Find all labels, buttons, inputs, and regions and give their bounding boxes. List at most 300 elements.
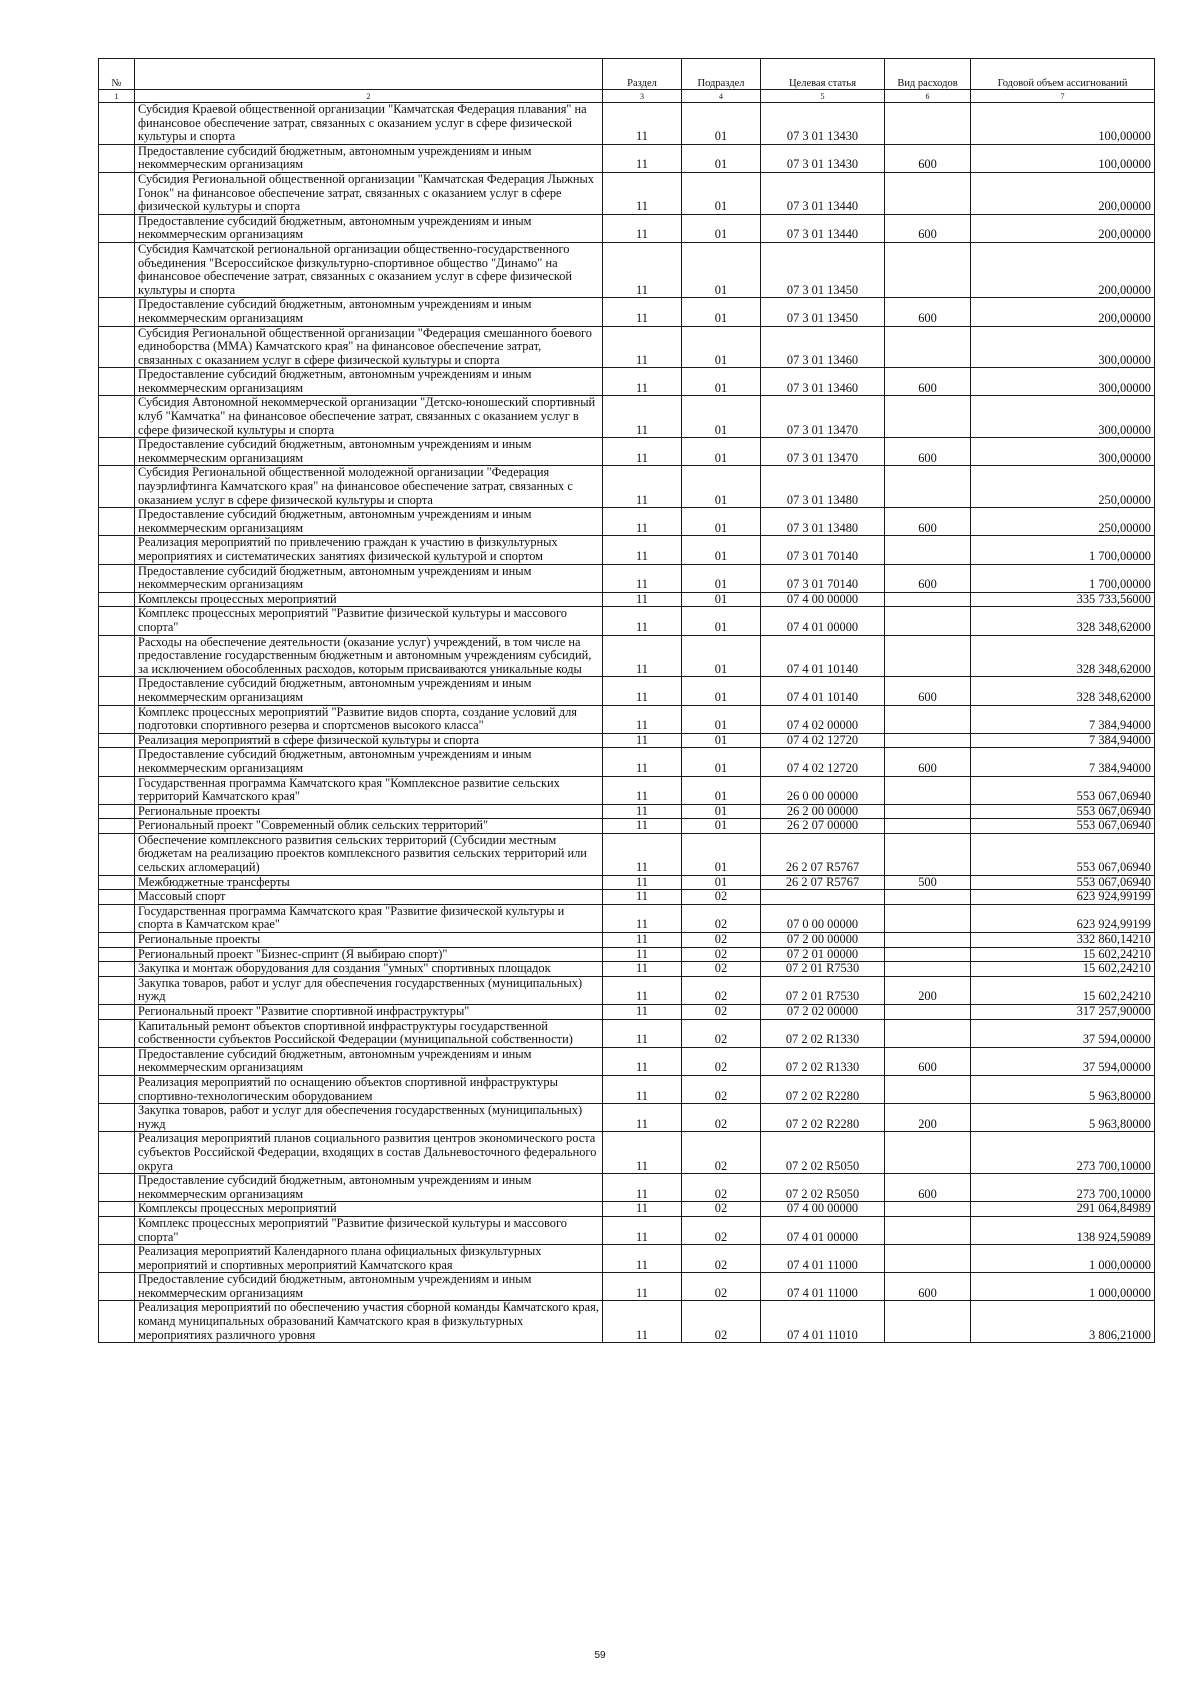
subsection-cell: 02 bbox=[682, 962, 761, 977]
target-article-cell: 07 2 02 R1330 bbox=[761, 1019, 885, 1047]
subsection-cell: 02 bbox=[682, 976, 761, 1004]
header-target: Целевая статья bbox=[761, 59, 885, 90]
subsection-cell: 02 bbox=[682, 1075, 761, 1103]
header-col-number: 4 bbox=[682, 90, 761, 103]
table-row bbox=[99, 103, 1155, 145]
item-name-cell: Реализация мероприятий Календарного плана официальных физкультурных мероприятий и спортивных мероприятий Камчатского края bbox=[135, 1245, 603, 1273]
section-cell: 11 bbox=[603, 592, 682, 607]
row-number-cell bbox=[99, 733, 135, 748]
subsection-cell: 01 bbox=[682, 144, 761, 172]
item-name-cell: Предоставление субсидий бюджетным, автономным учреждениям и иным некоммерческим организациям bbox=[135, 368, 603, 396]
row-number-cell bbox=[99, 1216, 135, 1244]
row-number-cell bbox=[99, 748, 135, 776]
amount-cell: 273 700,10000 bbox=[971, 1174, 1155, 1202]
expense-type-cell: 200 bbox=[885, 976, 971, 1004]
target-article-cell: 07 3 01 13460 bbox=[761, 368, 885, 396]
table-row bbox=[99, 508, 1155, 536]
amount-cell: 553 067,06940 bbox=[971, 804, 1155, 819]
target-article-cell bbox=[761, 890, 885, 905]
section-cell: 11 bbox=[603, 933, 682, 948]
expense-type-cell bbox=[885, 1132, 971, 1174]
amount-cell: 37 594,00000 bbox=[971, 1019, 1155, 1047]
target-article-cell: 07 4 01 10140 bbox=[761, 635, 885, 677]
target-article-cell: 07 2 02 R1330 bbox=[761, 1047, 885, 1075]
row-number-cell bbox=[99, 368, 135, 396]
amount-cell: 1 700,00000 bbox=[971, 564, 1155, 592]
target-article-cell: 07 4 00 00000 bbox=[761, 1202, 885, 1217]
table-row bbox=[99, 890, 1155, 905]
row-number-cell bbox=[99, 890, 135, 905]
row-number-cell bbox=[99, 635, 135, 677]
expense-type-cell: 200 bbox=[885, 1104, 971, 1132]
amount-cell: 553 067,06940 bbox=[971, 819, 1155, 834]
section-cell: 11 bbox=[603, 242, 682, 297]
target-article-cell: 07 3 01 13470 bbox=[761, 396, 885, 438]
header-col-number: 2 bbox=[135, 90, 603, 103]
row-number-cell bbox=[99, 804, 135, 819]
section-cell: 11 bbox=[603, 1075, 682, 1103]
amount-cell: 291 064,84989 bbox=[971, 1202, 1155, 1217]
target-article-cell: 26 0 00 00000 bbox=[761, 776, 885, 804]
header-row bbox=[99, 59, 1155, 90]
section-cell: 11 bbox=[603, 1273, 682, 1301]
amount-cell: 15 602,24210 bbox=[971, 962, 1155, 977]
item-name-cell: Капитальный ремонт объектов спортивной инфраструктуры государственной собственности субъектов Российской Федерации (муниципальной собственности) bbox=[135, 1019, 603, 1047]
subsection-cell: 02 bbox=[682, 947, 761, 962]
subsection-cell: 01 bbox=[682, 368, 761, 396]
amount-cell: 300,00000 bbox=[971, 438, 1155, 466]
table-row bbox=[99, 592, 1155, 607]
subsection-cell: 02 bbox=[682, 1202, 761, 1217]
expense-type-cell bbox=[885, 172, 971, 214]
expense-type-cell bbox=[885, 819, 971, 834]
subsection-cell: 01 bbox=[682, 733, 761, 748]
expense-type-cell: 600 bbox=[885, 508, 971, 536]
target-article-cell: 07 3 01 13460 bbox=[761, 326, 885, 368]
row-number-cell bbox=[99, 705, 135, 733]
expense-type-cell bbox=[885, 326, 971, 368]
target-article-cell: 07 4 01 00000 bbox=[761, 607, 885, 635]
amount-cell: 7 384,94000 bbox=[971, 705, 1155, 733]
table-row bbox=[99, 1019, 1155, 1047]
amount-cell: 335 733,56000 bbox=[971, 592, 1155, 607]
item-name-cell: Расходы на обеспечение деятельности (оказание услуг) учреждений, в том числе на предоставление государственным бюджетным и автономным учреждениям субсидий, за исключением обособленных расходов, которым присваиваются уникальные коды bbox=[135, 635, 603, 677]
item-name-cell: Межбюджетные трансферты bbox=[135, 875, 603, 890]
row-number-cell bbox=[99, 1132, 135, 1174]
item-name-cell: Субсидия Автономной некоммерческой организации "Детско-юношеский спортивный клуб "Камчатка" на финансовое обеспечение затрат, связанных с оказанием услуг в сфере физической культуры и спорта bbox=[135, 396, 603, 438]
table-row bbox=[99, 804, 1155, 819]
row-number-cell bbox=[99, 1301, 135, 1343]
subsection-cell: 01 bbox=[682, 705, 761, 733]
section-cell: 11 bbox=[603, 1047, 682, 1075]
table-row bbox=[99, 1245, 1155, 1273]
expense-type-cell bbox=[885, 833, 971, 875]
section-cell: 11 bbox=[603, 438, 682, 466]
row-number-cell bbox=[99, 592, 135, 607]
expense-type-cell bbox=[885, 242, 971, 297]
section-cell: 11 bbox=[603, 748, 682, 776]
subsection-cell: 02 bbox=[682, 1273, 761, 1301]
target-article-cell: 07 4 01 11010 bbox=[761, 1301, 885, 1343]
table-row bbox=[99, 172, 1155, 214]
item-name-cell: Закупка и монтаж оборудования для создания "умных" спортивных площадок bbox=[135, 962, 603, 977]
amount-cell: 553 067,06940 bbox=[971, 833, 1155, 875]
amount-cell: 100,00000 bbox=[971, 103, 1155, 145]
amount-cell: 1 000,00000 bbox=[971, 1273, 1155, 1301]
amount-cell: 200,00000 bbox=[971, 242, 1155, 297]
target-article-cell: 07 2 02 R5050 bbox=[761, 1132, 885, 1174]
expense-type-cell bbox=[885, 705, 971, 733]
amount-cell: 300,00000 bbox=[971, 326, 1155, 368]
amount-cell: 300,00000 bbox=[971, 396, 1155, 438]
subsection-cell: 01 bbox=[682, 635, 761, 677]
item-name-cell: Региональные проекты bbox=[135, 933, 603, 948]
section-cell: 11 bbox=[603, 326, 682, 368]
target-article-cell: 07 0 00 00000 bbox=[761, 904, 885, 932]
row-number-cell bbox=[99, 819, 135, 834]
row-number-cell bbox=[99, 326, 135, 368]
header-name bbox=[135, 59, 603, 90]
item-name-cell: Региональный проект "Современный облик сельских территорий" bbox=[135, 819, 603, 834]
subsection-cell: 01 bbox=[682, 607, 761, 635]
item-name-cell: Государственная программа Камчатского края "Развитие физической культуры и спорта в Камчатском крае" bbox=[135, 904, 603, 932]
target-article-cell: 07 2 02 00000 bbox=[761, 1005, 885, 1020]
target-article-cell: 07 2 02 R5050 bbox=[761, 1174, 885, 1202]
target-article-cell: 07 2 01 R7530 bbox=[761, 976, 885, 1004]
header-col-number: 3 bbox=[603, 90, 682, 103]
target-article-cell: 26 2 07 R5767 bbox=[761, 875, 885, 890]
amount-cell: 37 594,00000 bbox=[971, 1047, 1155, 1075]
section-cell: 11 bbox=[603, 564, 682, 592]
row-number-cell bbox=[99, 172, 135, 214]
amount-cell: 553 067,06940 bbox=[971, 776, 1155, 804]
amount-cell: 623 924,99199 bbox=[971, 890, 1155, 905]
row-number-cell bbox=[99, 1245, 135, 1273]
subsection-cell: 02 bbox=[682, 1005, 761, 1020]
expense-type-cell: 600 bbox=[885, 438, 971, 466]
amount-cell: 138 924,59089 bbox=[971, 1216, 1155, 1244]
table-row bbox=[99, 144, 1155, 172]
target-article-cell: 07 3 01 13430 bbox=[761, 103, 885, 145]
amount-cell: 250,00000 bbox=[971, 466, 1155, 508]
header-col-number: 6 bbox=[885, 90, 971, 103]
section-cell: 11 bbox=[603, 1019, 682, 1047]
header-number-row bbox=[99, 90, 1155, 103]
subsection-cell: 01 bbox=[682, 103, 761, 145]
section-cell: 11 bbox=[603, 536, 682, 564]
target-article-cell: 07 2 01 R7530 bbox=[761, 962, 885, 977]
section-cell: 11 bbox=[603, 1104, 682, 1132]
row-number-cell bbox=[99, 214, 135, 242]
table-row bbox=[99, 976, 1155, 1004]
target-article-cell: 07 3 01 13440 bbox=[761, 214, 885, 242]
table-row bbox=[99, 962, 1155, 977]
item-name-cell: Предоставление субсидий бюджетным, автономным учреждениям и иным некоммерческим организациям bbox=[135, 1174, 603, 1202]
expense-type-cell bbox=[885, 962, 971, 977]
section-cell: 11 bbox=[603, 368, 682, 396]
section-cell: 11 bbox=[603, 890, 682, 905]
expense-type-cell bbox=[885, 804, 971, 819]
item-name-cell: Реализация мероприятий в сфере физической культуры и спорта bbox=[135, 733, 603, 748]
section-cell: 11 bbox=[603, 466, 682, 508]
expense-type-cell bbox=[885, 607, 971, 635]
amount-cell: 200,00000 bbox=[971, 172, 1155, 214]
target-article-cell: 07 2 02 R2280 bbox=[761, 1075, 885, 1103]
table-header bbox=[99, 59, 1155, 103]
table-row bbox=[99, 214, 1155, 242]
item-name-cell: Субсидия Камчатской региональной организации общественно-государственного объединения "Всероссийское физкультурно-спортивное общество "Динамо" на финансовое обеспечение затрат, связанных с оказанием услуг в сфере физической культуры и спорта bbox=[135, 242, 603, 297]
table-row bbox=[99, 326, 1155, 368]
table-row bbox=[99, 438, 1155, 466]
expense-type-cell: 600 bbox=[885, 368, 971, 396]
section-cell: 11 bbox=[603, 103, 682, 145]
amount-cell: 1 700,00000 bbox=[971, 536, 1155, 564]
target-article-cell: 07 3 01 13450 bbox=[761, 242, 885, 297]
section-cell: 11 bbox=[603, 947, 682, 962]
row-number-cell bbox=[99, 962, 135, 977]
target-article-cell: 07 3 01 13470 bbox=[761, 438, 885, 466]
row-number-cell bbox=[99, 1005, 135, 1020]
item-name-cell: Комплексы процессных мероприятий bbox=[135, 592, 603, 607]
amount-cell: 100,00000 bbox=[971, 144, 1155, 172]
section-cell: 11 bbox=[603, 804, 682, 819]
expense-type-cell bbox=[885, 933, 971, 948]
table-row bbox=[99, 904, 1155, 932]
table-row bbox=[99, 1174, 1155, 1202]
target-article-cell: 07 3 01 13440 bbox=[761, 172, 885, 214]
target-article-cell: 07 3 01 13480 bbox=[761, 466, 885, 508]
subsection-cell: 02 bbox=[682, 1132, 761, 1174]
item-name-cell: Субсидия Региональной общественной молодежной организации "Федерация пауэрлифтинга Камчатского края" на финансовое обеспечение затрат, связанных с оказанием услуг в сфере физической культуры и спорта bbox=[135, 466, 603, 508]
item-name-cell: Комплексы процессных мероприятий bbox=[135, 1202, 603, 1217]
expense-type-cell bbox=[885, 1075, 971, 1103]
item-name-cell: Предоставление субсидий бюджетным, автономным учреждениям и иным некоммерческим организациям bbox=[135, 1047, 603, 1075]
section-cell: 11 bbox=[603, 819, 682, 834]
section-cell: 11 bbox=[603, 508, 682, 536]
subsection-cell: 01 bbox=[682, 242, 761, 297]
section-cell: 11 bbox=[603, 1301, 682, 1343]
section-cell: 11 bbox=[603, 396, 682, 438]
expense-type-cell bbox=[885, 776, 971, 804]
table-row bbox=[99, 748, 1155, 776]
expense-type-cell: 600 bbox=[885, 1273, 971, 1301]
subsection-cell: 02 bbox=[682, 1216, 761, 1244]
subsection-cell: 01 bbox=[682, 804, 761, 819]
row-number-cell bbox=[99, 508, 135, 536]
row-number-cell bbox=[99, 833, 135, 875]
section-cell: 11 bbox=[603, 1132, 682, 1174]
expense-type-cell bbox=[885, 1019, 971, 1047]
subsection-cell: 02 bbox=[682, 904, 761, 932]
subsection-cell: 02 bbox=[682, 890, 761, 905]
expense-type-cell bbox=[885, 904, 971, 932]
item-name-cell: Предоставление субсидий бюджетным, автономным учреждениям и иным некоммерческим организациям bbox=[135, 214, 603, 242]
target-article-cell: 07 2 01 00000 bbox=[761, 947, 885, 962]
table-row bbox=[99, 875, 1155, 890]
amount-cell: 250,00000 bbox=[971, 508, 1155, 536]
expense-type-cell: 600 bbox=[885, 564, 971, 592]
subsection-cell: 01 bbox=[682, 592, 761, 607]
section-cell: 11 bbox=[603, 1005, 682, 1020]
section-cell: 11 bbox=[603, 172, 682, 214]
section-cell: 11 bbox=[603, 976, 682, 1004]
target-article-cell: 07 3 01 13450 bbox=[761, 298, 885, 326]
amount-cell: 273 700,10000 bbox=[971, 1132, 1155, 1174]
subsection-cell: 02 bbox=[682, 1245, 761, 1273]
item-name-cell: Субсидия Региональной общественной организации "Камчатская Федерация Лыжных Гонок" на финансовое обеспечение затрат, связанных с оказанием услуг в сфере физической культуры и спорта bbox=[135, 172, 603, 214]
row-number-cell bbox=[99, 396, 135, 438]
subsection-cell: 01 bbox=[682, 438, 761, 466]
amount-cell: 328 348,62000 bbox=[971, 677, 1155, 705]
expense-type-cell bbox=[885, 1216, 971, 1244]
subsection-cell: 01 bbox=[682, 677, 761, 705]
subsection-cell: 01 bbox=[682, 833, 761, 875]
row-number-cell bbox=[99, 144, 135, 172]
item-name-cell: Закупка товаров, работ и услуг для обеспечения государственных (муниципальных) нужд bbox=[135, 976, 603, 1004]
expense-type-cell bbox=[885, 947, 971, 962]
subsection-cell: 01 bbox=[682, 776, 761, 804]
amount-cell: 15 602,24210 bbox=[971, 976, 1155, 1004]
expense-type-cell bbox=[885, 1005, 971, 1020]
section-cell: 11 bbox=[603, 1245, 682, 1273]
row-number-cell bbox=[99, 466, 135, 508]
section-cell: 11 bbox=[603, 144, 682, 172]
row-number-cell bbox=[99, 536, 135, 564]
item-name-cell: Предоставление субсидий бюджетным, автономным учреждениям и иным некоммерческим организациям bbox=[135, 298, 603, 326]
row-number-cell bbox=[99, 947, 135, 962]
amount-cell: 553 067,06940 bbox=[971, 875, 1155, 890]
section-cell: 11 bbox=[603, 635, 682, 677]
header-section: Раздел bbox=[603, 59, 682, 90]
section-cell: 11 bbox=[603, 607, 682, 635]
amount-cell: 3 806,21000 bbox=[971, 1301, 1155, 1343]
subsection-cell: 02 bbox=[682, 1104, 761, 1132]
expense-type-cell: 600 bbox=[885, 1174, 971, 1202]
table-row bbox=[99, 1216, 1155, 1244]
target-article-cell: 07 3 01 70140 bbox=[761, 536, 885, 564]
subsection-cell: 01 bbox=[682, 819, 761, 834]
item-name-cell: Массовый спорт bbox=[135, 890, 603, 905]
expense-type-cell bbox=[885, 733, 971, 748]
item-name-cell: Комплекс процессных мероприятий "Развитие физической культуры и массового спорта" bbox=[135, 1216, 603, 1244]
expense-type-cell: 500 bbox=[885, 875, 971, 890]
amount-cell: 200,00000 bbox=[971, 298, 1155, 326]
amount-cell: 1 000,00000 bbox=[971, 1245, 1155, 1273]
item-name-cell: Предоставление субсидий бюджетным, автономным учреждениям и иным некоммерческим организациям bbox=[135, 748, 603, 776]
target-article-cell: 07 4 02 00000 bbox=[761, 705, 885, 733]
expense-type-cell bbox=[885, 635, 971, 677]
expense-type-cell: 600 bbox=[885, 144, 971, 172]
amount-cell: 328 348,62000 bbox=[971, 635, 1155, 677]
table-row bbox=[99, 242, 1155, 297]
item-name-cell: Региональные проекты bbox=[135, 804, 603, 819]
header-col-number: 1 bbox=[99, 90, 135, 103]
expense-type-cell bbox=[885, 1202, 971, 1217]
table-row bbox=[99, 564, 1155, 592]
expense-type-cell bbox=[885, 536, 971, 564]
subsection-cell: 01 bbox=[682, 875, 761, 890]
table-row bbox=[99, 1104, 1155, 1132]
subsection-cell: 01 bbox=[682, 466, 761, 508]
table-row bbox=[99, 933, 1155, 948]
item-name-cell: Региональный проект "Бизнес-спринт (Я выбираю спорт)" bbox=[135, 947, 603, 962]
subsection-cell: 02 bbox=[682, 1019, 761, 1047]
target-article-cell: 07 4 00 00000 bbox=[761, 592, 885, 607]
row-number-cell bbox=[99, 677, 135, 705]
table-row bbox=[99, 1202, 1155, 1217]
amount-cell: 623 924,99199 bbox=[971, 904, 1155, 932]
target-article-cell: 07 4 01 10140 bbox=[761, 677, 885, 705]
page-number: 59 bbox=[594, 1650, 606, 1661]
header-amount: Годовой объем ассигнований bbox=[971, 59, 1155, 90]
item-name-cell: Предоставление субсидий бюджетным, автономным учреждениям и иным некоммерческим организациям bbox=[135, 144, 603, 172]
header-col-number: 7 bbox=[971, 90, 1155, 103]
target-article-cell: 07 4 02 12720 bbox=[761, 748, 885, 776]
expense-type-cell bbox=[885, 1245, 971, 1273]
target-article-cell: 26 2 07 R5767 bbox=[761, 833, 885, 875]
target-article-cell: 26 2 00 00000 bbox=[761, 804, 885, 819]
amount-cell: 317 257,90000 bbox=[971, 1005, 1155, 1020]
header-col-number: 5 bbox=[761, 90, 885, 103]
item-name-cell: Предоставление субсидий бюджетным, автономным учреждениям и иным некоммерческим организациям bbox=[135, 438, 603, 466]
item-name-cell: Обеспечение комплексного развития сельских территорий (Субсидии местным бюджетам на реализацию проектов комплексного развития сельских территорий или сельских агломераций) bbox=[135, 833, 603, 875]
item-name-cell: Предоставление субсидий бюджетным, автономным учреждениям и иным некоммерческим организациям bbox=[135, 564, 603, 592]
amount-cell: 328 348,62000 bbox=[971, 607, 1155, 635]
subsection-cell: 01 bbox=[682, 564, 761, 592]
table-row bbox=[99, 1301, 1155, 1343]
row-number-cell bbox=[99, 933, 135, 948]
item-name-cell: Предоставление субсидий бюджетным, автономным учреждениям и иным некоммерческим организациям bbox=[135, 508, 603, 536]
item-name-cell: Закупка товаров, работ и услуг для обеспечения государственных (муниципальных) нужд bbox=[135, 1104, 603, 1132]
row-number-cell bbox=[99, 242, 135, 297]
row-number-cell bbox=[99, 1075, 135, 1103]
section-cell: 11 bbox=[603, 677, 682, 705]
amount-cell: 300,00000 bbox=[971, 368, 1155, 396]
target-article-cell: 07 4 02 12720 bbox=[761, 733, 885, 748]
table-row bbox=[99, 1132, 1155, 1174]
header-num: № bbox=[99, 59, 135, 90]
table-row bbox=[99, 536, 1155, 564]
section-cell: 11 bbox=[603, 298, 682, 326]
subsection-cell: 01 bbox=[682, 298, 761, 326]
target-article-cell: 07 3 01 13430 bbox=[761, 144, 885, 172]
table-row bbox=[99, 947, 1155, 962]
expense-type-cell: 600 bbox=[885, 677, 971, 705]
table-row bbox=[99, 1047, 1155, 1075]
amount-cell: 5 963,80000 bbox=[971, 1104, 1155, 1132]
subsection-cell: 02 bbox=[682, 1047, 761, 1075]
section-cell: 11 bbox=[603, 776, 682, 804]
row-number-cell bbox=[99, 1273, 135, 1301]
expense-type-cell bbox=[885, 1301, 971, 1343]
expense-type-cell: 600 bbox=[885, 298, 971, 326]
amount-cell: 332 860,14210 bbox=[971, 933, 1155, 948]
expense-type-cell: 600 bbox=[885, 748, 971, 776]
target-article-cell: 07 2 02 R2280 bbox=[761, 1104, 885, 1132]
row-number-cell bbox=[99, 1104, 135, 1132]
item-name-cell: Реализация мероприятий планов социального развития центров экономического роста субъектов Российской Федерации, входящих в состав Дальневосточного федерального округа bbox=[135, 1132, 603, 1174]
row-number-cell bbox=[99, 875, 135, 890]
item-name-cell: Субсидия Краевой общественной организации "Камчатская Федерация плавания" на финансовое обеспечение затрат, связанных с оказанием услуг в сфере физической культуры и спорта bbox=[135, 103, 603, 145]
section-cell: 11 bbox=[603, 733, 682, 748]
expense-type-cell bbox=[885, 396, 971, 438]
subsection-cell: 01 bbox=[682, 748, 761, 776]
amount-cell: 5 963,80000 bbox=[971, 1075, 1155, 1103]
subsection-cell: 02 bbox=[682, 1301, 761, 1343]
row-number-cell bbox=[99, 438, 135, 466]
row-number-cell bbox=[99, 564, 135, 592]
table-row bbox=[99, 1005, 1155, 1020]
